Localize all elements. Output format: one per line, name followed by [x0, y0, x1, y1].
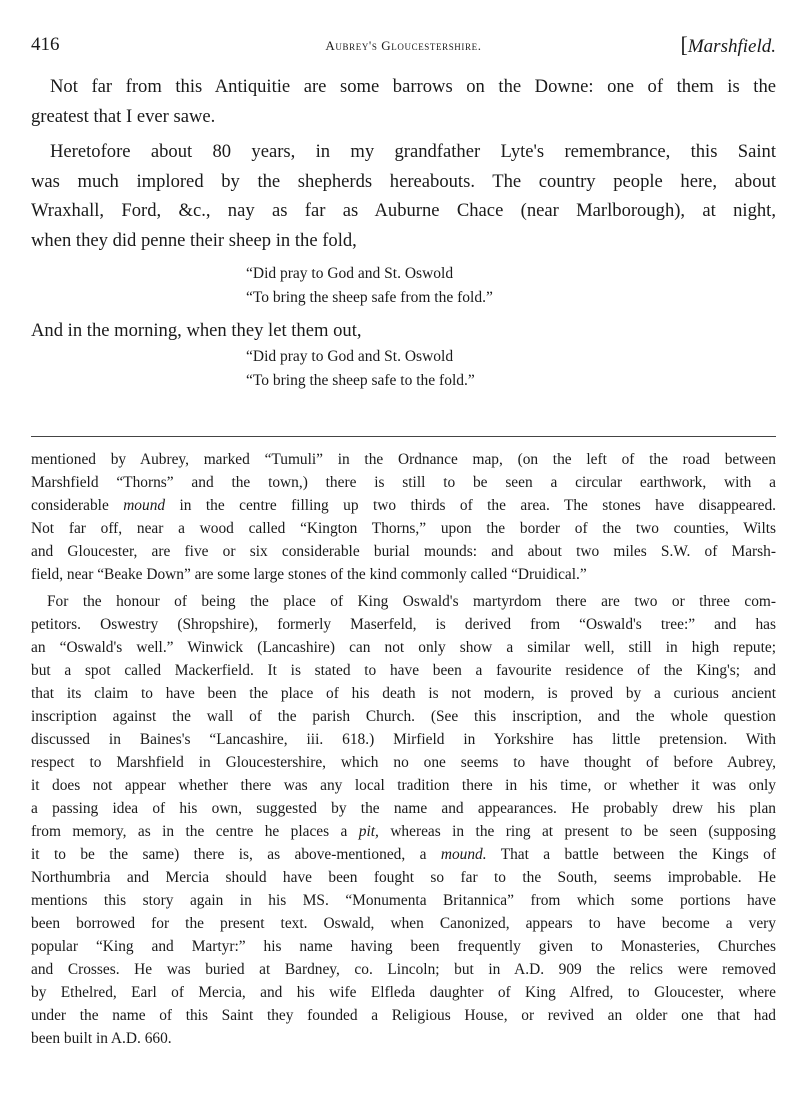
main-paragraph-2-line: Wraxhall, Ford, &c., nay as far as Auburne Chace (near Marlborough), at night,	[31, 200, 776, 222]
footnote-line: mentions this story again in his MS. “Monumenta Britannica” from which some portions have	[31, 892, 776, 909]
footnote-line: popular “King and Martyr:” his name having been frequently given to Monasteries, Churches	[31, 938, 776, 955]
footnote-line: Northumbria and Mercia should have been fought so far to the South, seems improbable. He	[31, 869, 776, 886]
main-paragraph-2-line: was much implored by the shepherds hereabouts. The country people here, about	[31, 170, 776, 192]
footnote-line	[31, 820, 776, 843]
footnote-line: petitors. Oswestry (Shropshire), formerly Maserfeld, is derived from “Oswald's tree:” and has	[31, 616, 776, 633]
running-title: Aubrey's Gloucestershire.	[325, 38, 482, 53]
footnote-text: That a battle between the Kings of	[486, 846, 776, 863]
verse-1-line: “Did pray to God and St. Oswold	[246, 264, 454, 282]
main-paragraph-2-line: Heretofore about 80 years, in my grandfather Lyte's remembrance, this Saint	[50, 141, 776, 163]
section-name: Marshfield.	[687, 36, 776, 57]
footnote-line: by Ethelred, Earl of Mercia, and his wife Elfleda daughter of King Alfred, to Gloucester, where	[31, 984, 776, 1001]
footnote-italic: mound.	[440, 846, 487, 863]
footnote-line	[31, 494, 776, 517]
footnote-line: Marshfield “Thorns” and the town,) there is still to be seen a circular earthwork, with a	[31, 474, 776, 491]
footnote-line: For the honour of being the place of King Oswald's martyrdom there are two or three com-	[47, 593, 776, 610]
page-number: 416	[31, 34, 60, 55]
footnote-italic: mound	[123, 497, 166, 514]
footnote-divider	[31, 436, 776, 437]
footnote-line: and Gloucester, are five or six considerable burial mounds: and about two miles S.W. of Marsh-	[31, 543, 776, 560]
footnote-line: a passing idea of his own, suggested by the name and appearances. He probably drew his plan	[31, 800, 776, 817]
footnote-line: under the name of this Saint they founded a Religious House, or revived an older one that had	[31, 1007, 776, 1024]
verse-2-line: “To bring the sheep safe to the fold.”	[246, 372, 475, 390]
footnote-line: respect to Marshfield in Gloucestershire, which no one seems to have thought of before Aubrey,	[31, 754, 776, 771]
main-paragraph-3-line: And in the morning, when they let them out,	[31, 319, 362, 341]
footnote-text: in the centre filling up two thirds of the area. The stones have disappeared.	[179, 497, 776, 514]
footnote-line: discussed in Baines's “Lancashire, iii. 618.) Mirfield in Yorkshire has little pretension. With	[31, 731, 776, 748]
footnote-line: field, near “Beake Down” are some large stones of the kind commonly called “Druidical.”	[31, 566, 587, 583]
main-paragraph-1-line: Not far from this Antiquitie are some barrows on the Downe: one of them is the	[50, 76, 776, 97]
footnote-line: inscription against the wall of the parish Church. (See this inscription, and the whole question	[31, 708, 776, 725]
footnote-text: from memory, as in the centre he places a	[31, 823, 359, 840]
section-marker	[681, 32, 776, 58]
verse-1-line: “To bring the sheep safe from the fold.”	[246, 288, 493, 306]
verse-2-line: “Did pray to God and St. Oswold	[246, 348, 454, 366]
page-header	[31, 30, 776, 60]
footnote-text: it to be the same) there is, as above-mentioned, a	[31, 846, 441, 863]
footnotes	[31, 448, 776, 1050]
footnote-line: been built in A.D. 660.	[31, 1030, 172, 1047]
footnote-line: and Crosses. He was buried at Bardney, co. Lincoln; but in A.D. 909 the relics were removed	[31, 961, 776, 978]
footnote-line: been borrowed for the present text. Oswald, when Canonized, appears to have become a very	[31, 915, 776, 932]
footnote-line: but a spot called Mackerfield. It is stated to have been a favourite residence of the King's; and	[31, 662, 776, 679]
footnote-line: an “Oswald's well.” Winwick (Lancashire) can not only show a similar well, still in high repute;	[31, 639, 776, 656]
section-bracket: [	[680, 32, 688, 57]
footnote-line: Not far off, near a wood called “Kington Thorns,” upon the border of the two counties, Wilts	[31, 520, 776, 537]
footnote-text: whereas in the ring at present to be seen (supposing	[378, 823, 776, 840]
footnote-text: considerable	[31, 497, 124, 514]
footnote-line	[31, 843, 776, 866]
main-paragraph-1-line: greatest that I ever sawe.	[31, 105, 216, 127]
footnote-line: mentioned by Aubrey, marked “Tumuli” in the Ordnance map, (on the left of the road between	[31, 451, 776, 468]
main-paragraph-2-line: when they did penne their sheep in the fold,	[31, 229, 357, 251]
footnote-line: that its claim to have been the place of his death is not modern, is proved by a curious ancient	[31, 685, 776, 702]
footnote-line: it does not appear whether there was any local tradition there in his time, or whether it was only	[31, 777, 776, 794]
footnote-italic: pit,	[358, 823, 379, 840]
main-text	[31, 72, 776, 393]
